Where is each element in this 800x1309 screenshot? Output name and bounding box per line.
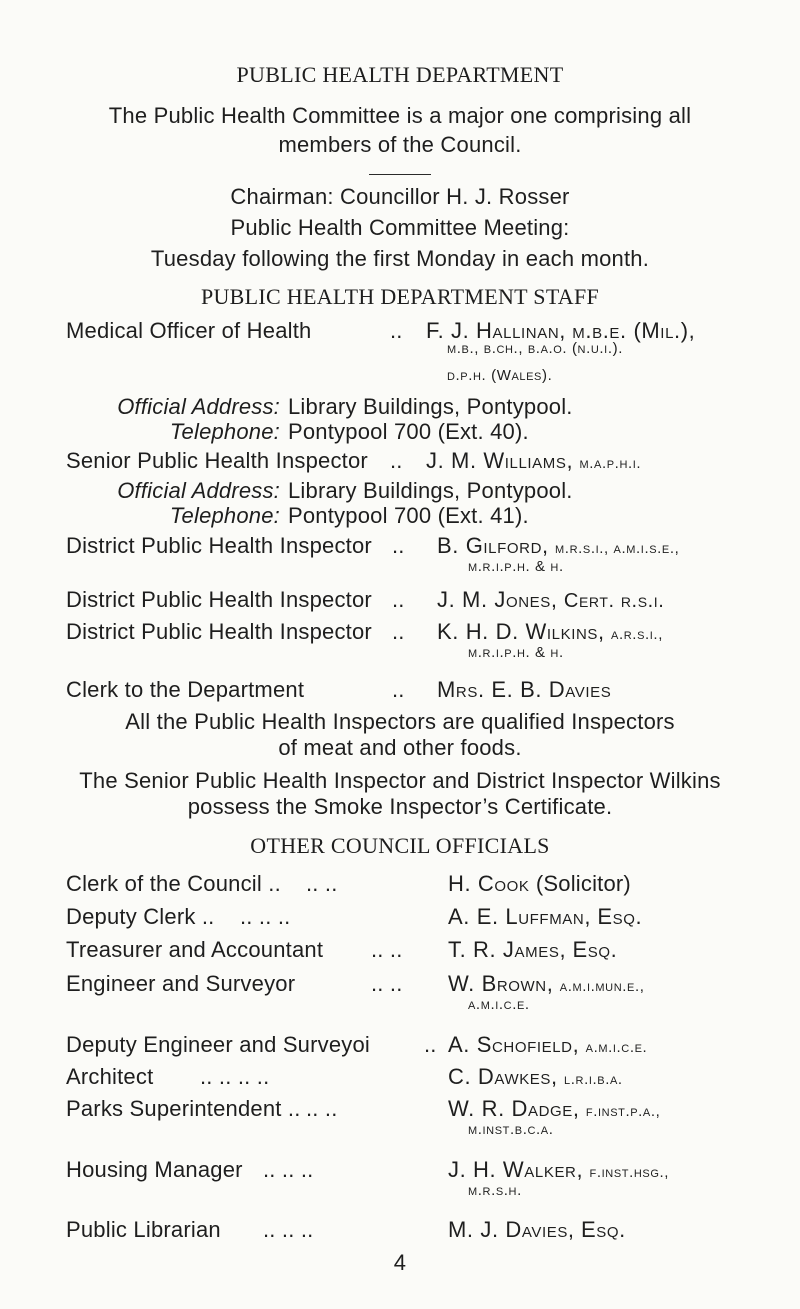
staff-qualification: m.r.s.i., a.m.i.s.e., <box>555 540 680 557</box>
official-name: A. E. Luffman, <box>448 904 592 929</box>
staff-role: Senior Public Health Inspector <box>66 448 368 473</box>
address-label: Official Address: <box>117 478 280 503</box>
official-qualification: a.m.i.mun.e., <box>559 978 645 995</box>
official-name: C. Dawkes, <box>448 1064 558 1089</box>
leader-dots: .. .. <box>306 871 338 896</box>
staff-name: B. Gilford, <box>437 533 549 558</box>
official-role: Deputy Engineer and Surveyoi <box>66 1032 371 1057</box>
leader-dots: .. <box>392 587 405 612</box>
official-qualification: a.m.i.c.e. <box>585 1039 648 1056</box>
official-qualification: a.m.i.c.e. <box>468 996 530 1013</box>
address-label: Official Address: <box>117 394 280 419</box>
official-role: Housing Manager <box>66 1157 243 1182</box>
staff-qualification: m.r.i.p.h. & h. <box>468 644 564 661</box>
official-entry <box>448 871 631 897</box>
official-role: Engineer and Surveyor <box>66 971 296 996</box>
staff-qualification: m.b., b.ch., b.a.o. (n.u.i.). <box>447 340 623 357</box>
official-name: T. R. James, <box>448 937 567 962</box>
official-qualification: Esq. <box>580 1217 626 1242</box>
official-name: J. H. Walker, <box>448 1157 584 1182</box>
official-entry <box>448 1217 626 1243</box>
official-role: Treasurer and Accountant <box>66 937 324 962</box>
official-qualification: Esq. <box>597 904 643 929</box>
official-entry <box>448 904 642 930</box>
intro-line-1: The Public Health Committee is a major one comprising all <box>108 103 692 128</box>
official-entry <box>448 937 617 963</box>
staff-qualification: m.r.i.p.h. & h. <box>468 558 564 575</box>
note-line: The Senior Public Health Inspector and District Inspector Wilkins <box>79 768 721 793</box>
official-address: Library Buildings, Pontypool. <box>288 394 573 419</box>
officials-heading: OTHER COUNCIL OFFICIALS <box>250 833 550 858</box>
meeting-line-1: Public Health Committee Meeting: <box>230 215 570 240</box>
staff-role: District Public Health Inspector <box>66 619 372 644</box>
leader-dots: .. <box>392 533 405 558</box>
leader-dots: .. <box>424 1032 437 1057</box>
note-line: possess the Smoke Inspector’s Certificate. <box>187 794 613 819</box>
staff-role: Clerk to the Department <box>66 677 305 702</box>
official-role: Deputy Clerk .. <box>66 904 215 929</box>
note-line: of meat and other foods. <box>278 735 522 760</box>
staff-role: District Public Health Inspector <box>66 533 372 558</box>
page-title: PUBLIC HEALTH DEPARTMENT <box>236 62 564 87</box>
staff-name: J. M. Jones, <box>437 587 558 612</box>
staff-entry <box>437 587 664 613</box>
telephone-number: Pontypool 700 (Ext. 40). <box>288 419 529 444</box>
official-qualification: f.inst.p.a., <box>585 1103 661 1120</box>
official-role: Architect <box>66 1064 154 1089</box>
staff-entry <box>437 677 611 703</box>
official-entry <box>448 971 645 997</box>
staff-qualification: d.p.h. (Wales). <box>447 367 553 384</box>
staff-entry <box>437 619 663 645</box>
staff-entry <box>426 448 641 474</box>
divider-rule <box>369 174 431 175</box>
staff-name: J. M. Williams, <box>426 448 574 473</box>
leader-dots: .. .. <box>306 1096 338 1121</box>
meeting-line-2: Tuesday following the first Monday in each month. <box>150 246 650 271</box>
staff-name: Mrs. E. B. Davies <box>437 677 612 702</box>
staff-name: F. J. Hallinan, <box>426 318 566 343</box>
leader-dots: .. .. .. .. <box>200 1064 270 1089</box>
staff-qualification: a.r.s.i., <box>611 626 663 643</box>
leader-dots: .. .. <box>371 971 403 996</box>
official-address: Library Buildings, Pontypool. <box>288 478 573 503</box>
leader-dots: .. <box>390 318 403 343</box>
official-entry <box>448 1096 660 1122</box>
official-name: A. Schofield, <box>448 1032 580 1057</box>
staff-name: K. H. D. Wilkins, <box>437 619 605 644</box>
official-entry <box>448 1064 623 1090</box>
official-qualification: m.inst.b.c.a. <box>468 1121 554 1138</box>
staff-heading: PUBLIC HEALTH DEPARTMENT STAFF <box>200 284 600 309</box>
chairman-line: Chairman: Councillor H. J. Rosser <box>230 184 570 209</box>
note-line: All the Public Health Inspectors are qualified Inspectors <box>125 709 675 734</box>
official-name: W. Brown, <box>448 971 554 996</box>
official-qualification: m.r.s.h. <box>468 1182 522 1199</box>
staff-qualification: m.b.e. (Mil.), <box>572 318 696 343</box>
leader-dots: .. .. .. <box>263 1157 314 1182</box>
page-number: 4 <box>393 1250 407 1275</box>
telephone-label: Telephone: <box>169 419 280 444</box>
staff-entry <box>437 533 679 559</box>
official-entry <box>448 1032 647 1058</box>
leader-dots: .. .. .. <box>240 904 291 929</box>
staff-qualification: Cert. r.s.i. <box>563 590 665 612</box>
official-role: Public Librarian <box>66 1217 221 1242</box>
intro-line-2: members of the Council. <box>278 132 522 157</box>
official-name: W. R. Dadge, <box>448 1096 580 1121</box>
official-qualification: Esq. <box>572 937 618 962</box>
leader-dots: .. <box>392 677 405 702</box>
leader-dots: .. <box>390 448 403 473</box>
official-role: Clerk of the Council .. <box>66 871 281 896</box>
official-qualification: (Solicitor) <box>535 871 631 896</box>
official-qualification: l.r.i.b.a. <box>564 1071 623 1088</box>
leader-dots: .. <box>392 619 405 644</box>
telephone-label: Telephone: <box>169 503 280 528</box>
official-entry <box>448 1157 669 1183</box>
staff-role: District Public Health Inspector <box>66 587 372 612</box>
official-name: M. J. Davies, <box>448 1217 575 1242</box>
telephone-number: Pontypool 700 (Ext. 41). <box>288 503 529 528</box>
leader-dots: .. .. .. <box>263 1217 314 1242</box>
staff-role: Medical Officer of Health <box>66 318 312 343</box>
official-role: Parks Superintendent .. <box>66 1096 301 1121</box>
official-name: H. Cook <box>448 871 530 896</box>
staff-qualification: m.a.p.h.i. <box>579 455 642 472</box>
leader-dots: .. .. <box>371 937 403 962</box>
official-qualification: f.inst.hsg., <box>589 1164 670 1181</box>
